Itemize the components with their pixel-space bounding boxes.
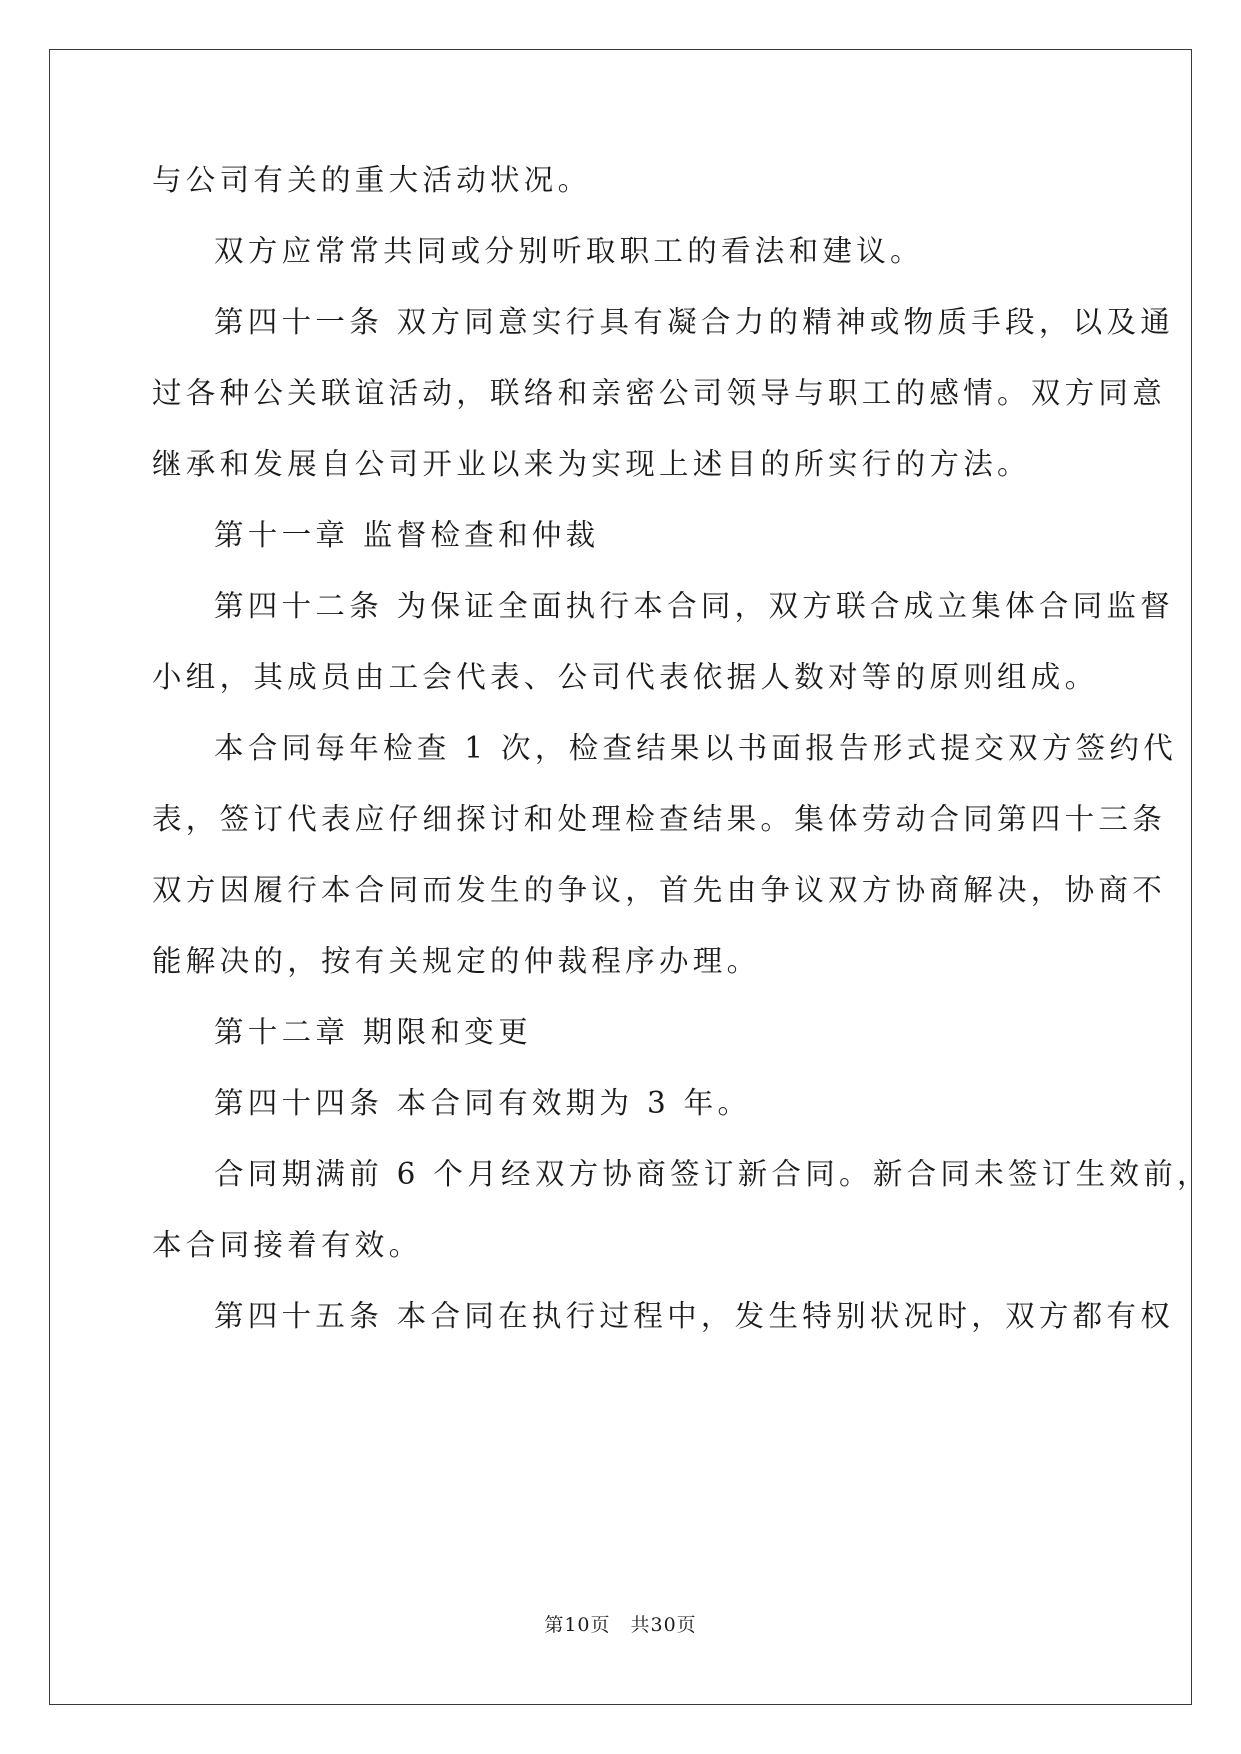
page-number-footer: 第10页 共30页	[544, 1614, 697, 1636]
text-line: 第四十五条 本合同在执行过程中，发生特别状况时，双方都有权	[214, 1299, 1175, 1333]
text-line: 合同期满前 6 个月经双方协商签订新合同。新合同未签订生效前，	[214, 1157, 1211, 1191]
text-line: 过各种公关联谊活动，联络和亲密公司领导与职工的感情。双方同意	[152, 376, 1167, 410]
text-line: 本合同每年检查 1 次，检查结果以书面报告形式提交双方签约代	[214, 731, 1178, 765]
text-line: 表，签订代表应仔细探讨和处理检查结果。集体劳动合同第四十三条	[152, 802, 1167, 836]
text-line: 第四十二条 为保证全面执行本合同，双方联合成立集体合同监督	[214, 589, 1175, 623]
text-line: 与公司有关的重大活动状况。	[152, 163, 592, 197]
chapter-heading: 第十一章 监督检查和仲裁	[214, 518, 600, 552]
chapter-heading: 第十二章 期限和变更	[214, 1015, 532, 1049]
text-line: 双方因履行本合同而发生的争议，首先由争议双方协商解决，协商不	[152, 873, 1167, 907]
text-line: 小组，其成员由工会代表、公司代表依据人数对等的原则组成。	[152, 660, 1099, 694]
text-line: 继承和发展自公司开业以来为实现上述目的所实行的方法。	[152, 447, 1031, 481]
text-line: 能解决的，按有关规定的仲裁程序办理。	[152, 944, 761, 978]
text-line: 第四十四条 本合同有效期为 3 年。	[214, 1086, 752, 1120]
text-line: 双方应常常共同或分别听取职工的看法和建议。	[214, 234, 924, 268]
text-line: 第四十一条 双方同意实行具有凝合力的精神或物质手段，以及通	[214, 305, 1175, 339]
text-line: 本合同接着有效。	[152, 1228, 423, 1262]
